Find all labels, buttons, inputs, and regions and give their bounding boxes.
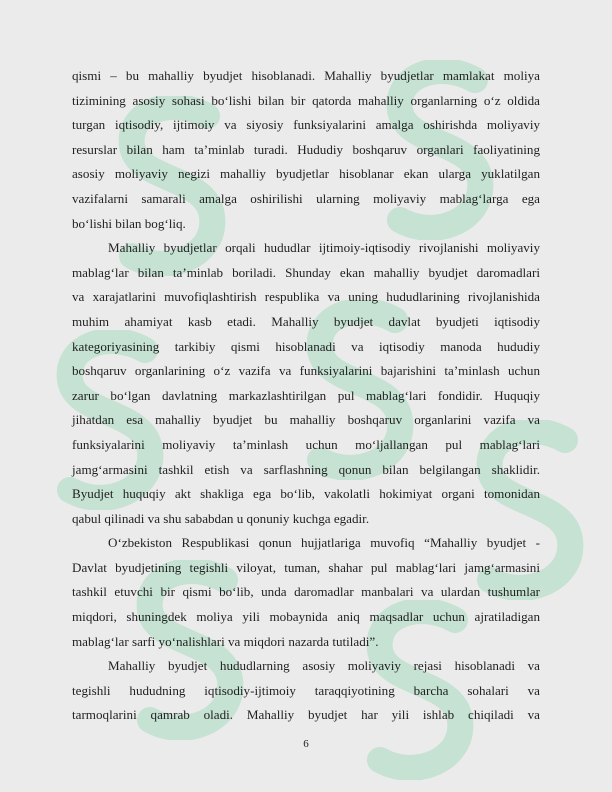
- text-line: tizimining asosiy sohasi bo‘lishi bilan bir qatorda mahalliy organlarning o‘z oldida: [72, 92, 540, 108]
- text-line: tegishli hududning iqtisodiy-ijtimoiy taraqqiyotining barcha sohalari va: [72, 682, 540, 698]
- text-line: qismi – bu mahalliy byudjet hisoblanadi. Mahalliy byudjetlar mamlakat moliya: [72, 68, 540, 83]
- text-line: bo‘lishi bilan bog‘liq.: [72, 215, 186, 231]
- text-line: Mahalliy byudjetlar orqali hududlar ijtimoiy-iqtisodiy rivojlanishi moliyaviy: [108, 240, 540, 256]
- text-line: O‘zbekiston Respublikasi qonun hujjatlariga muvofiq “Mahalliy byudjet -: [108, 535, 540, 551]
- text-line: tashkil etuvchi bir qismi bo‘lib, unda daromadlar manbalari va ulardan tushumlar: [72, 584, 540, 600]
- text-line: kategoriyasining tarkibiy qismi hisoblanadi va iqtisodiy manoda hududiy: [72, 338, 540, 354]
- text-line: zarur bo‘lgan davlatning markazlashtirilgan pul mablag‘lari fondidir. Huquqiy: [72, 387, 540, 403]
- paragraph: [72, 531, 540, 654]
- text-line: boshqaruv organlarining o‘z vazifa va funksiyalarini bajarishini ta’minlash uchun: [72, 363, 540, 379]
- text-line: jihatdan esa mahalliy byudjet bu mahalliy boshqaruv organlarini vazifa va: [72, 412, 540, 428]
- text-line: muhim ahamiyat kasb etadi. Mahalliy byudjet davlat byudjeti iqtisodiy: [72, 313, 540, 329]
- text-line: mablag‘lar bilan ta’minlab boriladi. Shunday ekan mahalliy byudjet daromadlari: [72, 264, 540, 280]
- paragraph: [72, 64, 540, 236]
- text-line: miqdori, shuningdek moliya yili mobaynida aniq maqsadlar uchun ajratiladigan: [72, 609, 540, 625]
- page-number: 6: [303, 738, 309, 750]
- text-line: qabul qilinadi va shu sababdan u qonuniy kuchga egadir.: [72, 510, 370, 526]
- text-line: vazifalarni samarali amalga oshirilishi ularning moliyaviy mablag‘larga ega: [72, 190, 540, 206]
- text-line: funksiyalarini moliyaviy ta’minlash uchun mo‘ljallangan pul mablag‘lari: [72, 436, 540, 452]
- text-line: Byudjet huquqiy akt shakliga ega bo‘lib, vakolatli hokimiyat organi tomonidan: [72, 486, 540, 502]
- text-line: tarmoqlarini qamrab oladi. Mahalliy byudjet har yili ishlab chiqiladi va: [72, 707, 540, 723]
- text-line: mablag‘lar sarfi yo‘nalishlari va miqdori nazarda tutiladi”.: [72, 633, 379, 649]
- text-line: resurslar bilan ham ta’minlab turadi. Hududiy boshqaruv organlari faoliyatining: [72, 141, 540, 157]
- paragraph: [72, 654, 540, 728]
- text-line: turgan iqtisodiy, ijtimoiy va siyosiy funksiyalarini amalga oshirishda moliyaviy: [72, 117, 540, 133]
- text-line: va xarajatlarini muvofiqlashtirish respublika va uning hududlarining rivojlanishida: [72, 289, 540, 305]
- text-line: asosiy moliyaviy negizi mahalliy byudjetlar hisoblanar ekan ularga yuklatilgan: [72, 166, 540, 182]
- paragraph: [72, 236, 540, 531]
- text-line: Mahalliy byudjet hududlarning asosiy moliyaviy rejasi hisoblanadi va: [108, 658, 540, 674]
- text-line: Davlat byudjetining tegishli viloyat, tuman, shahar pul mablag‘lari jamg‘armasini: [72, 559, 540, 575]
- body-text: [72, 64, 540, 728]
- text-line: jamg‘armasini tashkil etish va sarflashning qonun bilan belgilangan shaklidir.: [72, 461, 540, 477]
